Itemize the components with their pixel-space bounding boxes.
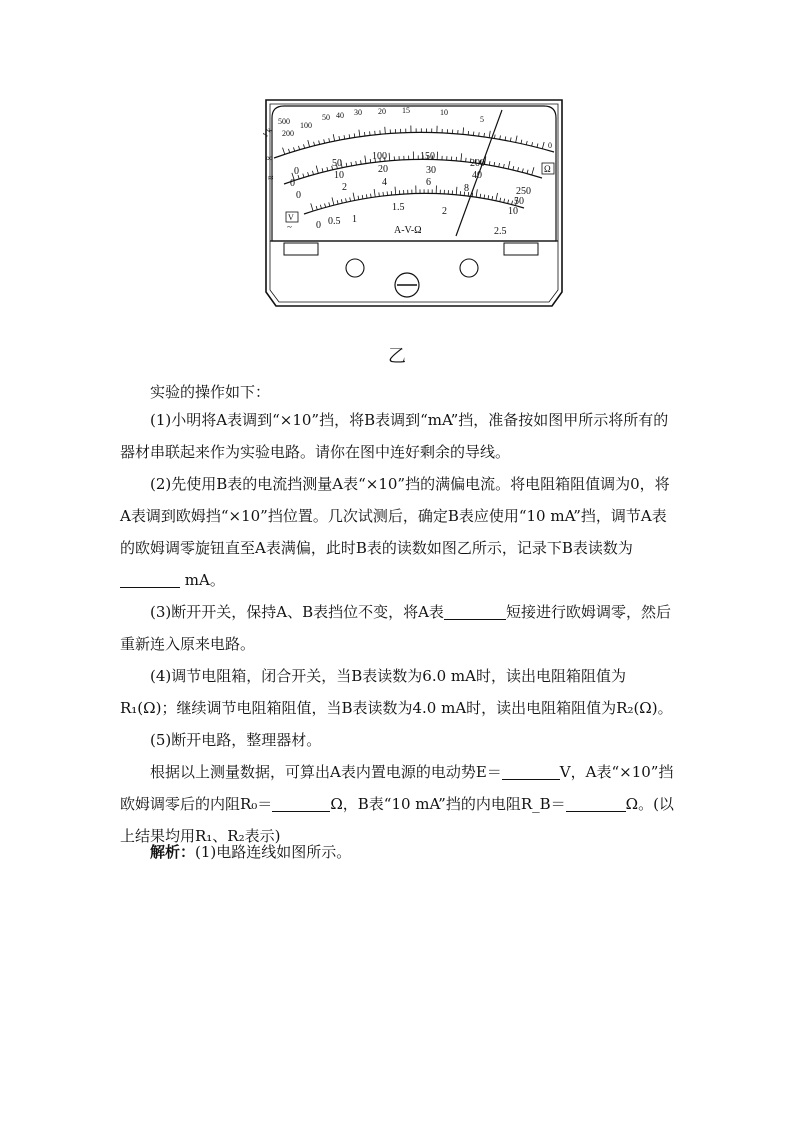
v-scale-tick bbox=[311, 203, 313, 211]
ohm-scale-tick bbox=[489, 131, 490, 138]
ohm-label-200: 200 bbox=[282, 129, 294, 138]
ohm-scale-tick bbox=[479, 132, 480, 136]
scale10-label-0: 0 bbox=[296, 190, 301, 201]
scale250-label-250: 250 bbox=[516, 186, 531, 197]
scale250-label-150: 150 bbox=[420, 151, 435, 162]
intro-text: 实验的操作如下： bbox=[150, 383, 271, 401]
v-scale-tick bbox=[379, 192, 380, 196]
ohm-scale-tick bbox=[385, 127, 386, 134]
scale50-label-10: 10 bbox=[334, 170, 344, 181]
short-circuit-blank[interactable] bbox=[444, 603, 506, 620]
scale10-label-2: 2 bbox=[342, 182, 347, 193]
v-scale-tick bbox=[350, 197, 351, 201]
ohm-scale-tick bbox=[299, 146, 300, 150]
v-scale-tick bbox=[496, 193, 498, 201]
scale10-label-4: 4 bbox=[382, 177, 387, 188]
v-scale-tick bbox=[329, 202, 330, 206]
answer-label: 解析： bbox=[150, 843, 196, 861]
dc-scale-tick bbox=[316, 166, 318, 174]
ohm-label-20: 20 bbox=[378, 107, 386, 116]
v-scale-tick bbox=[484, 195, 485, 199]
meter-center-label: A-V-Ω bbox=[394, 225, 422, 236]
ohm-scale-tick bbox=[484, 133, 485, 137]
scale2-5-label-2-5: 2.5 bbox=[494, 226, 507, 237]
dc-scale-tick bbox=[346, 163, 347, 167]
dc-scale-tick bbox=[494, 162, 495, 166]
step4-paragraph: (4)调节电阻箱，闭合开关，当B表读数为6.0 mA时，读出电阻箱阻值为R₁(Ω)；继续调节电阻箱阻值，当B表读数为4.0 mA时，读出电阻箱阻值为R₂(Ω)。 bbox=[120, 667, 673, 717]
step2-text: (2)先使用B表的电流挡测量A表“×10”挡的满偏电流。将电阻箱阻值调为0，将A表调到欧姆挡“×10”挡位置。几次试测后，确定B表应使用“10 mA”挡，调节A表的欧姆调零旋钮直至A表满偏，此时B表的读数如图乙所示，记录下B表读数为 bbox=[120, 475, 670, 557]
v-scale-tick bbox=[508, 200, 509, 204]
ohm-scale-tick bbox=[494, 135, 495, 139]
ohm-scale-tick bbox=[359, 130, 360, 137]
scale2-5-label-1: 1 bbox=[352, 214, 357, 225]
scale2-5-label-0: 0 bbox=[316, 220, 321, 231]
step1-paragraph: (1)小明将A表调到“×10”挡，将B表调到“mA”挡，准备按如图甲所示将所有的器材串联起来作为实验电路。请你在图中连好剩余的导线。 bbox=[120, 411, 669, 461]
scale10-label-6: 6 bbox=[426, 177, 431, 188]
ohm-label-0: 0 bbox=[548, 141, 552, 150]
ohm-label-50: 50 bbox=[322, 113, 330, 122]
scale250-label-200: 200 bbox=[470, 158, 485, 169]
scale2-5-label-1-5: 1.5 bbox=[392, 202, 405, 213]
scale50-label-50: 50 bbox=[514, 196, 524, 207]
ohm-scale-tick bbox=[526, 141, 527, 145]
scale250-label-100: 100 bbox=[372, 151, 387, 162]
figure-caption: 乙 bbox=[388, 346, 406, 367]
v-scale-tick bbox=[346, 198, 347, 202]
v-scale-tick bbox=[456, 187, 457, 195]
ohm-scale-tick bbox=[354, 133, 355, 137]
ohm-scale-tick bbox=[308, 140, 310, 147]
v-scale-tick bbox=[504, 199, 505, 203]
ohm-scale-tick bbox=[293, 147, 294, 151]
dc-scale-tick bbox=[361, 160, 362, 164]
ohm-scale-tick bbox=[329, 138, 330, 142]
ohm-label-15: 15 bbox=[402, 106, 410, 115]
ohm-label-5: 5 bbox=[480, 115, 484, 124]
meter-needle bbox=[456, 110, 502, 236]
left-slot bbox=[284, 243, 318, 255]
step3-paragraph bbox=[120, 596, 676, 660]
dc-scale-tick bbox=[527, 170, 528, 174]
scale50-label-20: 20 bbox=[378, 164, 388, 175]
dial-window bbox=[272, 106, 556, 241]
ohm-label-10: 10 bbox=[440, 108, 448, 117]
dc-scale-tick bbox=[365, 156, 366, 164]
v-scale-tick bbox=[500, 198, 501, 202]
ohm-scale-tick bbox=[542, 142, 544, 149]
rb-blank[interactable] bbox=[566, 795, 626, 812]
ohm-label-40: 40 bbox=[336, 111, 344, 120]
right-terminal bbox=[460, 259, 478, 277]
scale10-label-8: 8 bbox=[464, 183, 469, 194]
v-scale-tick bbox=[512, 201, 513, 205]
ohm-label-1k: 1 k bbox=[260, 125, 274, 140]
dc-scale-tick bbox=[513, 166, 514, 170]
v-scale-tick bbox=[480, 194, 481, 198]
scale250-label-0: 0 bbox=[294, 166, 299, 177]
dc-scale-tick bbox=[461, 153, 462, 161]
ohm-scale-tick bbox=[349, 134, 350, 138]
result-text-c: Ω，B表“10 mA”挡的内电阻R_B＝ bbox=[330, 795, 566, 813]
ohm-scale-tick bbox=[344, 135, 345, 139]
answer-text: (1)电路连线如图所示。 bbox=[195, 843, 352, 861]
infinity-mark: ∞ bbox=[266, 153, 273, 163]
tilde-v-mark: ~ bbox=[287, 222, 292, 232]
dc-scale-tick bbox=[508, 161, 510, 169]
v-scale-tick bbox=[337, 200, 338, 204]
step3-text-a: (3)断开开关，保持A、B表挡位不变，将A表 bbox=[150, 603, 444, 621]
dc-scale-tick bbox=[489, 161, 490, 165]
dc-scale-tick bbox=[522, 168, 523, 172]
v-scale-tick bbox=[366, 194, 367, 198]
result-text-d: Ω。(以上结果均用R₁、R₂表示) bbox=[120, 795, 674, 845]
v-scale-tick bbox=[492, 196, 493, 200]
step5-paragraph: (5)断开电路，整理器材。 bbox=[150, 731, 322, 749]
scale50-label-0: 0 bbox=[290, 178, 295, 189]
v-scale-tick bbox=[341, 199, 342, 203]
ohm-scale-tick bbox=[314, 142, 315, 146]
ohm-scale-tick bbox=[532, 142, 533, 146]
multimeter-figure bbox=[258, 96, 570, 310]
result-text-b: V，A表“×10”挡欧姆调零后的内阻R₀＝ bbox=[120, 763, 674, 813]
v-scale-tick bbox=[488, 195, 489, 199]
dc-scale-tick bbox=[322, 168, 323, 172]
step3-text-b: 短接进行欧姆调零，然后重新连入原来电路。 bbox=[120, 603, 671, 653]
scale50-label-30: 30 bbox=[426, 165, 436, 176]
v-scale-tick bbox=[395, 187, 396, 195]
v-scale-tick bbox=[325, 204, 326, 208]
dc-scale-tick bbox=[370, 159, 371, 163]
left-terminal bbox=[346, 259, 364, 277]
ohm-scale-tick bbox=[324, 139, 325, 143]
ohm-label-500: 500 bbox=[278, 117, 290, 126]
ohm-scale-tick bbox=[333, 134, 334, 141]
dc-scale-tick bbox=[303, 174, 304, 178]
r0-blank[interactable] bbox=[272, 795, 330, 812]
right-slot bbox=[504, 243, 538, 255]
ohm-scale-tick bbox=[537, 144, 538, 148]
scale2-5-label-2: 2 bbox=[442, 206, 447, 217]
ohm-scale-tick bbox=[288, 149, 289, 153]
v-scale-arc bbox=[304, 193, 524, 214]
v-scale-tick bbox=[371, 194, 372, 198]
ohm-scale-tick bbox=[283, 148, 285, 155]
v-scale-tick bbox=[358, 196, 359, 200]
dc-scale-tick bbox=[356, 161, 357, 165]
v-scale-tick bbox=[353, 193, 355, 201]
tilde-mark: ≈ bbox=[268, 173, 274, 184]
ohm-scale-tick bbox=[463, 127, 464, 134]
ohm-label-30: 30 bbox=[354, 108, 362, 117]
v-scale-tick bbox=[362, 195, 363, 199]
ohm-scale-tick bbox=[510, 137, 511, 141]
b-reading-blank[interactable] bbox=[120, 571, 180, 588]
ohm-scale-arc bbox=[274, 132, 554, 158]
dc-scale-tick bbox=[312, 171, 313, 175]
scale250-label-50: 50 bbox=[332, 158, 342, 169]
dc-scale-tick bbox=[518, 167, 519, 171]
ohm-scale-tick bbox=[319, 140, 320, 144]
v-scale-tick bbox=[476, 189, 477, 197]
step2-paragraph bbox=[120, 468, 676, 596]
dc-scale-tick bbox=[351, 162, 352, 166]
dc-scale-tick bbox=[327, 167, 328, 171]
step2-unit: mA。 bbox=[180, 571, 225, 589]
v-scale-tick bbox=[374, 189, 375, 197]
scale2-5-label-0-5: 0.5 bbox=[328, 216, 341, 227]
scale50-label-40: 40 bbox=[472, 170, 482, 181]
ohm-scale-tick bbox=[304, 144, 305, 148]
scale10-label-10: 10 bbox=[508, 206, 518, 217]
v-scale-tick bbox=[332, 197, 334, 205]
dc-scale-tick bbox=[389, 153, 390, 161]
ohm-scale-tick bbox=[364, 132, 365, 136]
answer-paragraph bbox=[120, 836, 676, 868]
ohm-scale-tick bbox=[521, 140, 522, 144]
dc-scale-tick bbox=[308, 172, 309, 176]
ohm-scale-tick bbox=[339, 136, 340, 140]
dc-scale-tick bbox=[503, 164, 504, 168]
ohm-scale-tick bbox=[516, 136, 517, 143]
result-text-a: 根据以上测量数据，可算出A表内置电源的电动势E＝ bbox=[150, 763, 502, 781]
dc-scale-tick bbox=[532, 167, 534, 175]
ohm-scale-tick bbox=[505, 136, 506, 140]
ohm-scale-tick bbox=[500, 135, 501, 139]
v-scale-tick bbox=[316, 206, 317, 210]
ohm-unit-label: Ω bbox=[544, 164, 551, 174]
v-box-label: V bbox=[288, 213, 294, 222]
emf-blank[interactable] bbox=[502, 763, 560, 780]
v-scale-tick bbox=[320, 205, 321, 209]
dc-scale-tick bbox=[499, 163, 500, 167]
ohm-label-100: 100 bbox=[300, 121, 312, 130]
